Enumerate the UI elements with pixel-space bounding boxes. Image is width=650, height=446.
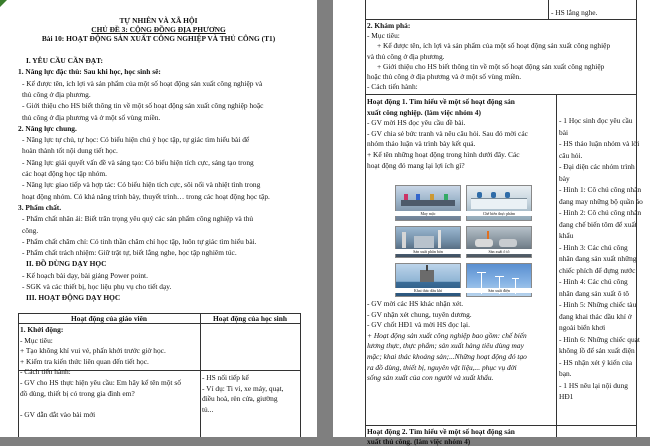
p1tleft-line: + Kiểm tra kiến thức liên quan đến tiết học. [20, 356, 149, 366]
p2left-line: + Kể tên những hoạt động trong hình dưới đây. Các [367, 150, 520, 159]
p1lines-line: thủ công ở địa phương. [22, 89, 91, 99]
p2section-line: hoặc thủ công ở địa phương và ở một số vùng miền. [367, 72, 522, 81]
p1lines-line: II. ĐỒ DÙNG DẠY HỌC [26, 259, 107, 269]
p1lines-line: hoạt động nhóm. Có khả năng trình bày, thuyết trình… trong các hoạt động học tập. [22, 191, 270, 201]
p2right-line: câu hỏi. [559, 150, 583, 160]
p1tright-line: - HS nối tiếp kể [202, 373, 249, 382]
p1tright-line: - Ví dụ: Ti vi, xe máy, quạt, [202, 383, 284, 393]
p2right-line: - HS nhận xét ý kiến của [559, 357, 633, 367]
doc-title: TỰ NHIÊN VÀ XÃ HỘI [119, 16, 198, 25]
p2right-line: nhân đang sản xuất những [559, 254, 637, 263]
p1lines-line: 3. Phẩm chất. [18, 202, 62, 212]
p2right-line: - Đại diện các nhóm trình [559, 162, 635, 171]
p2leftafter-line: - GV mời các HS khác nhận xét. [367, 299, 464, 308]
p1tleft-line: - Cách tiến hành: [20, 367, 71, 377]
p2right-line: bày [559, 173, 570, 183]
p2leftafter-line: mặc; khai thác khoáng sản;...Những hoạt động đó tạo [367, 352, 527, 361]
page-corner-marker [0, 0, 7, 7]
caption-4: Sản xuất ô tô [466, 249, 532, 254]
p2left-line: - GV mời HS đọc yêu cầu đề bài. [367, 118, 466, 128]
p2right-line: ngoài biển khơi [559, 323, 606, 332]
p2right-line: - Hình 6: Những chiếc quạt [559, 334, 640, 344]
p2right-line: - 1 Học sinh đọc yêu cầu [559, 116, 633, 125]
p1tleft-line: - Mục tiêu: [20, 335, 53, 345]
p1lines-line: - Phẩm chất nhân ái: Biết trân trọng yêu quý các sản phẩm công nghiệp và thủ [22, 214, 254, 224]
p2right-line: HĐ1 [559, 392, 574, 401]
p2section-line: + Kể được tên, ích lợi và sản phẩm của một số hoạt động sản xuất công nghiệp [377, 41, 611, 51]
p2right-line: bài [559, 127, 569, 137]
p2right-line: - Hình 4: Các chú công [559, 277, 628, 286]
p2leftafter-line: - GV nhận xét chung, tuyên dương. [367, 309, 472, 319]
p2leftafter-line: sống sản xuất của con người và xuất khẩu. [367, 373, 494, 383]
p1tright-line: tủ... [202, 404, 214, 414]
p2right-line: bạn. [559, 369, 572, 378]
p2right-line: đang khai thác dầu khí ở [559, 311, 632, 321]
doc-chapter: CHỦ ĐỀ 3: CỘNG ĐỒNG ĐỊA PHƯƠNG [91, 25, 226, 34]
p2right-line: - 1 HS nêu lại nội dung [559, 380, 628, 390]
p1tleft-line: - GV cho HS thực hiện yêu cầu: Em hãy kể tên một số [20, 378, 181, 387]
p2left-line: hoạt động đó mang lại lợi ích gì? [367, 160, 465, 170]
caption-3: Sản xuất phân bón [395, 249, 461, 254]
p1lines-line: - Phẩm chất chăm chỉ: Có tinh thần chăm chỉ học tập, luôn tự giác tìm hiểu bài. [22, 236, 257, 246]
p2section-line: và thủ công ở địa phương. [367, 51, 445, 61]
p2right-line: đang chế biến tôm để xuất [559, 219, 637, 229]
p2right-line: không lồ để sản xuất điện [559, 346, 635, 355]
table-header-teacher: Hoạt động của giáo viên [71, 314, 147, 323]
p2right-line: nhân đang sản xuất ô tô [559, 288, 629, 298]
p1tleft-line: - GV dẫn dắt vào bài mới [20, 409, 96, 419]
p2right-line: chiếc phích để đựng nước [559, 265, 636, 275]
doc-lesson: Bài 10: HOẠT ĐỘNG SẢN XUẤT CÔNG NGHIỆP VÀ THỦ CÔNG (T1) [41, 34, 276, 43]
p1lines-line: - SGK và các thiết bị, học liệu phụ vụ cho tiết dạy. [22, 282, 172, 291]
p2section-line: - Mục tiêu: [367, 31, 400, 41]
p2section-line: + Giới thiệu cho HS biết thông tin về một số hoạt động sản xuất công nghiệp [377, 61, 605, 71]
p1tleft-line: 1. Khởi động: [20, 325, 64, 334]
p1lines-line: - Năng lực tự chủ, tự học: Có biểu hiện chú ý học tập, tự giác tìm hiểu bài để [22, 135, 250, 145]
p2right-line: - HS thảo luận nhóm và lời [559, 139, 640, 148]
p2right-line: - Hình 2: Cô chú công nhân [559, 208, 642, 217]
p1lines-line: các hoạt động học tập nhóm. [22, 169, 107, 178]
p1lines-line: 2. Năng lực chung. [18, 123, 77, 133]
p2bottom-line: xuất thủ công. (làm việc nhóm 4) [367, 437, 471, 446]
p1lines-line: hoàn thành tốt nội dung tiết học. [22, 146, 118, 156]
p1lines-line: công. [22, 225, 39, 235]
p2bottom-line: Hoạt động 2. Tìm hiểu về một số hoạt động sản [367, 427, 515, 436]
p2left-line: xuất công nghiệp. (làm việc nhóm 4) [367, 107, 481, 117]
p1lines-line: - Phẩm chất trách nhiệm: Giữ trật tự, biết lắng nghe, học tập nghiêm túc. [22, 248, 237, 258]
p2leftafter-line: - GV chốt HĐ1 và mời HS đọc lại. [367, 320, 470, 330]
p1tleft-line: đồ dùng, thiết bị có trong gia đình em? [20, 388, 135, 398]
p2leftafter-line: ra đồ dùng, thiết bị, nguyên vật liệu,... phục vụ đời [367, 362, 517, 372]
document-page-right [333, 0, 650, 446]
p2right-line: - Hình 5: Những chiếc tàu [559, 300, 637, 309]
p2left-line: - GV chia sẻ bức tranh và nêu câu hỏi. Sau đó mời các [367, 128, 528, 138]
p1lines-line: thủ công ở địa phương và ở một số vùng miền. [22, 112, 161, 122]
p1lines-line: - Năng lực giao tiếp và hợp tác: Có biểu hiện tích cực, sôi nổi và nhiệt tình trong [22, 180, 261, 190]
p2leftafter-line: lương thực, thực phẩm; sản xuất hàng tiêu dùng may [367, 341, 524, 351]
caption-2: Chế biến thực phẩm [466, 211, 532, 216]
p1lines-line: I. YÊU CẦU CẦN ĐẠT: [26, 56, 103, 65]
table-header-student: Hoạt động của học sinh [213, 314, 287, 323]
p2left-line: Hoạt động 1. Tìm hiểu về một số hoạt động sản [367, 97, 515, 106]
p2leftafter-line: + Hoạt động sản xuất công nghiệp bao gồm: chế biến [367, 330, 527, 340]
p2right-line: đang may những bộ quần áo [559, 196, 643, 206]
p2right-line: - Hình 1: Cô chú công nhân [559, 185, 642, 194]
p1lines-line: - Năng lực giải quyết vấn đề và sáng tạo: Có biểu hiện tích cực, sáng tạo trong [22, 157, 254, 167]
p2left-line: nhóm thảo luận và trình bày kết quả. [367, 139, 476, 149]
p1lines-line: - Kể được tên, ích lợi và sản phẩm của một số hoạt động sản xuất công nghiệp và [22, 78, 263, 88]
p2section-line: - Cách tiến hành: [367, 82, 418, 92]
p1lines-line: III. HOẠT ĐỘNG DẠY HỌC [26, 293, 121, 303]
p1tright-line: điều hoà, rèn cửa, giường [202, 394, 278, 404]
p1tleft-line: + Tạo không khí vui vẻ, phấn khởi trước giờ học. [20, 346, 166, 356]
p1lines-line: - Giới thiệu cho HS biết thông tin về một số hoạt động sản xuất công nghiệp hoặc [22, 101, 264, 111]
caption-5: Khai thác dầu khí [395, 288, 461, 293]
p2right-line: khẩu [559, 231, 574, 240]
p1lines-line: 1. Năng lực đặc thù: Sau khi học, học sinh sẽ: [18, 67, 161, 77]
p1lines-line: - Kế hoạch bài dạy, bài giảng Power point. [22, 270, 148, 280]
p2right-line: - Hình 3: Các chú công [559, 242, 628, 252]
p2section-line: 2. Khám phá: [367, 21, 411, 30]
caption-6: Sản xuất điện [466, 288, 532, 293]
document-page-left [0, 0, 317, 437]
caption-1: May mặc [395, 211, 461, 216]
student-top-note: - HS lắng nghe. [551, 8, 598, 17]
